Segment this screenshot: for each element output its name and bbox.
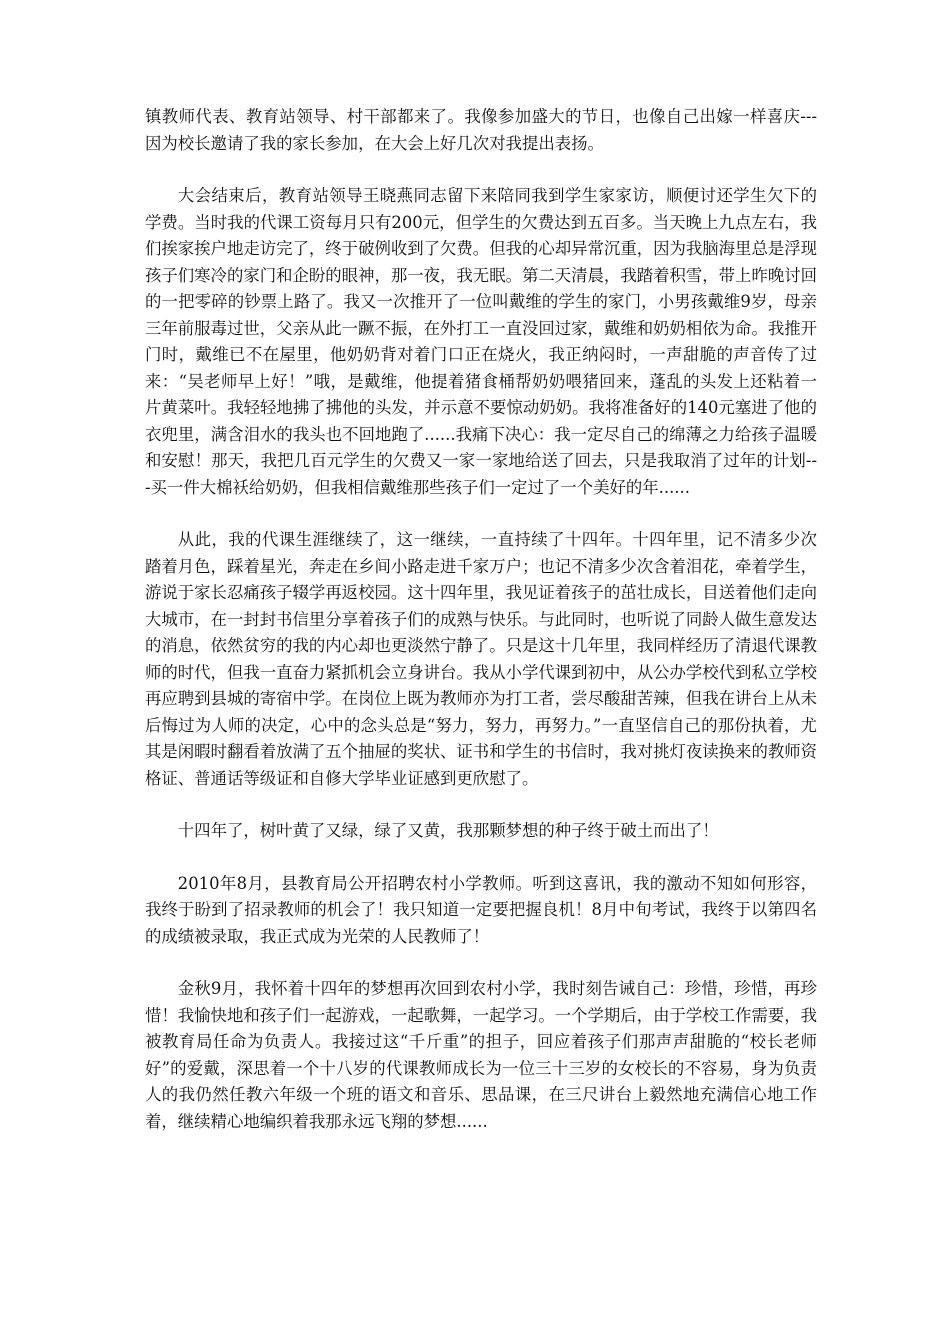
paragraph-3: 从此，我的代课生涯继续了，这一继续，一直持续了十四年。十四年里，记不清多少次踏着月色，踩着星光，奔走在乡间小路走进千家万户；也记不清多少次含着泪花，牵着学生，游说于家长忍痛孩子辍学再返校园。这十四年里，我见证着孩子的茁壮成长，目送着他们走向大城市，在一封封书信里分享着孩子们的成熟与快乐。与此同时，也听说了同龄人做生意发达的消息，依然贫穷的我的内心却也更淡然宁静了。只是这十几年里，我同样经历了清退代课教师的时代，但我一直奋力紧抓机会立身讲台。我从小学代课到初中，从公办学校代到私立学校再应聘到县城的寄宿中学。在岗位上既为教师亦为打工者，尝尽酸甜苦辣，但我在讲台上从未后悔过为人师的决定，心中的念头总是“努力，努力，再努力。”一直坚信自己的那份执着，尤其是闲暇时翻看着放满了五个抽屉的奖状、证书和学生的书信时，我对挑灯夜读换来的教师资格证、普通话等级证和自修大学毕业证感到更欣慰了。	[145, 530, 818, 788]
paragraph-6: 金秋9月，我怀着十四年的梦想再次回到农村小学，我时刻告诫自己：珍惜，珍惜，再珍惜！我愉快地和孩子们一起游戏，一起歌舞，一起学习。一个学期后，由于学校工作需要，我被教育局任命为负责人。我接过这“千斤重”的担子，回应着孩子们那声声甜脆的“校长老师好”的爱戴，深思着一个十八岁的代课教师成长为一位三十三岁的女校长的不容易，身为负责人的我仍然任教六年级一个班的语文和音乐、思品课，在三尺讲台上毅然地充满信心地工作着，继续精心地编织着我那永远飞翔的梦想......	[145, 979, 818, 1131]
paragraph-1: 镇教师代表、教育站领导、村干部都来了。我像参加盛大的节日，也像自己出嫁一样喜庆---因为校长邀请了我的家长参加，在大会上好几次对我提出表扬。	[145, 107, 817, 153]
paragraph-2: 大会结束后，教育站领导王晓燕同志留下来陪同我到学生家家访，顺便讨还学生欠下的学费。当时我的代课工资每月只有200元，但学生的欠费达到五百多。当天晚上九点左右，我们挨家挨户地走访完了，终于破例收到了欠费。但我的心却异常沉重，因为我脑海里总是浮现孩子们寒冷的家门和企盼的眼神，那一夜，我无眠。第二天清晨，我踏着积雪，带上昨晚讨回的一把零碎的钞票上路了。我又一次推开了一位叫戴维的学生的家门，小男孩戴维9岁，母亲三年前服毒过世，父亲从此一蹶不振，在外打工一直没回过家，戴维和奶奶相依为命。我推开门时，戴维已不在屋里，他奶奶背对着门口正在烧火，我正纳闷时，一声甜脆的声音传了过来：“吴老师早上好！”哦，是戴维，他提着猪食桶帮奶奶喂猪回来，蓬乱的头发上还粘着一片黄菜叶。我轻轻地拂了拂他的头发，并示意不要惊动奶奶。我将准备好的140元塞进了他的衣兜里，满含泪水的我头也不回地跑了......我痛下决心：我一定尽自己的绵薄之力给孩子温暖和安慰！那天，我把几百元学生的欠费又一家一家地给送了回去，只是我取消了过年的计划---买一件大棉袄给奶奶，但我相信戴维那些孩子们一定过了一个美好的年......	[145, 186, 818, 497]
paragraph-4: 十四年了，树叶黄了又绿，绿了又黄，我那颗梦想的种子终于破土而出了！	[177, 821, 719, 840]
paragraph-5: 2010年8月，县教育局公开招聘农村小学教师。听到这喜讯，我的激动不知如何形容，我终于盼到了招录教师的机会了！我只知道一定要把握良机！8月中旬考试，我终于以第四名的成绩被录取，我正式成为光荣的人民教师了！	[145, 873, 817, 946]
document-body	[145, 104, 817, 1161]
